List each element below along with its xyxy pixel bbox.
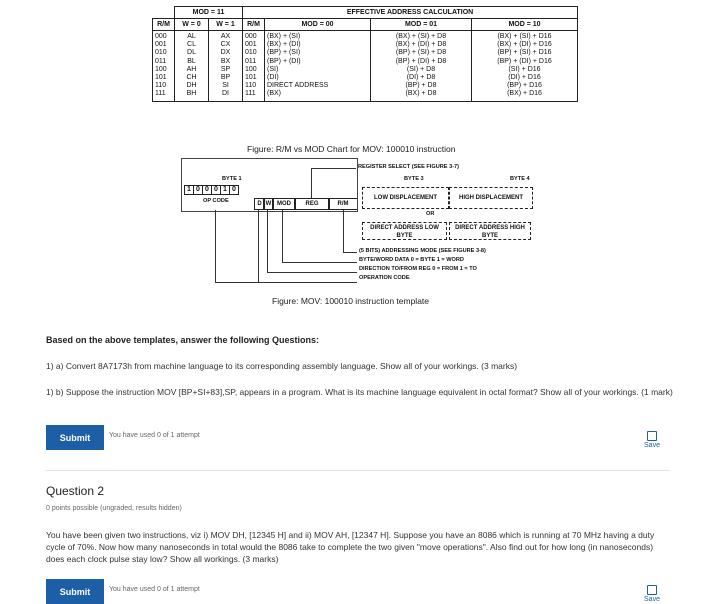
question1a-text: 1) a) Convert 8A7173h from machine language to its corresponding assembly language. Show all of your workings. (3 marks): [46, 361, 518, 371]
rm-code2: 100: [245, 65, 257, 73]
rm-code2: 001: [245, 41, 257, 49]
w1-register: BX: [220, 57, 231, 65]
byte12-outline: [181, 158, 358, 212]
mod00-value: (BX) + (SI): [267, 33, 301, 40]
mod00-value: (SI): [267, 65, 279, 73]
question1b-text: 1) b) Suppose the instruction MOV [BP+SI+83],SP, appears in a program. What is its machine language equivalent in octal format? Show all of your workings. (1 mark): [46, 387, 673, 397]
mod01-value: (BP) + D8: [405, 82, 437, 90]
or-label: OR: [426, 211, 435, 217]
table-header-eac: EFFECTIVE ADDRESS CALCULATION: [243, 7, 578, 19]
table-header-rm2: R/M: [243, 19, 265, 31]
w0-register: BL: [187, 57, 196, 65]
rm-code2: 011: [245, 57, 257, 65]
d-field: D: [254, 198, 265, 210]
mod01-value: (BX) + D8: [405, 90, 437, 98]
byte3-label: BYTE 3: [404, 176, 424, 182]
opcode-bit: 1: [184, 185, 194, 195]
mod00-value: (BP) + (DI): [267, 57, 301, 65]
rm-code2: 101: [245, 74, 257, 82]
question-divider: [46, 470, 670, 471]
figure2-caption: Figure: MOV: 100010 instruction template: [272, 296, 430, 306]
opcode-bit: 1: [220, 185, 230, 195]
rm-code: 101: [155, 74, 167, 82]
byte-word-label: BYTE/WORD DATA 0 = BYTE 1 = WORD: [359, 257, 464, 263]
mod00-value: DIRECT ADDRESS: [267, 82, 329, 90]
mod-field: MOD: [272, 198, 296, 210]
mod10-value: (BX) + (DI) + D16: [497, 41, 552, 49]
rm-connector: [343, 210, 344, 252]
w0-register: BH: [186, 90, 197, 98]
submit-button-q1[interactable]: Submit: [46, 425, 104, 450]
mod00-value: (BX) + (DI): [267, 41, 301, 49]
mod10-value: (SI) + D16: [508, 65, 541, 73]
mod-connector-h: [282, 262, 357, 263]
mod01-column: [371, 31, 472, 102]
operation-code-label: OPERATION CODE: [359, 275, 410, 281]
w1-register: BP: [220, 74, 231, 82]
w-field: W: [263, 198, 274, 210]
rm-code: 100: [155, 65, 167, 73]
rm-code2: 110: [245, 82, 257, 90]
w1-register: DI: [222, 90, 229, 98]
attempts-text-q2: You have used 0 of 1 attempt: [109, 586, 200, 593]
reg-field: REG: [294, 198, 330, 210]
rm-code: 111: [155, 90, 166, 98]
w-connector-h: [267, 272, 357, 273]
rm-code: 011: [155, 57, 167, 65]
rm-code: 110: [155, 82, 167, 90]
questions-intro: Based on the above templates, answer the following Questions:: [46, 335, 320, 345]
w1-column: [209, 31, 243, 102]
question2-points: 0 points possible (ungraded, results hidden): [46, 505, 182, 512]
d-connector-h: [258, 282, 357, 283]
rm-code2: 111: [245, 90, 256, 98]
mod01-value: (SI) + D8: [406, 65, 436, 73]
rm-code2: 010: [245, 49, 257, 57]
mod10-value: (BX) + D16: [507, 90, 542, 98]
mod00-value: (BX): [267, 90, 281, 98]
register-select-vline: [311, 168, 312, 198]
table-header-w0: W = 0: [175, 19, 209, 31]
w0-register: AH: [186, 65, 197, 73]
opcode-bit: 0: [202, 185, 212, 195]
register-select-label: REGISTER SELECT (SEE FIGURE 3-7): [358, 164, 460, 170]
mod10-value: (DI) + D16: [508, 74, 541, 82]
mod01-value: (BX) + (SI) + D8: [395, 33, 447, 40]
rm-code: 000: [155, 33, 167, 40]
byte1-label: BYTE 1: [222, 176, 242, 182]
opcode-connector: [215, 210, 216, 282]
rm-code: 001: [155, 41, 167, 49]
rm-code: 010: [155, 49, 167, 57]
rm-code-column: [153, 31, 175, 102]
d-connector: [258, 210, 259, 282]
rm-connector-h: [343, 252, 357, 253]
w1-register: SI: [222, 82, 229, 90]
direction-label: DIRECTION TO/FROM REG 0 = FROM 1 = TO: [359, 266, 477, 272]
w0-register: DL: [187, 49, 196, 57]
table-header-mod11: MOD = 11: [175, 7, 243, 19]
table-header-mod10: MOD = 10: [472, 19, 578, 31]
w1-register: AX: [220, 33, 231, 40]
w0-register: CL: [187, 41, 196, 49]
w1-register: SP: [220, 65, 231, 73]
save-button-q1[interactable]: [640, 431, 664, 449]
attempts-text-q1: You have used 0 of 1 attempt: [109, 432, 200, 439]
save-icon: [647, 431, 657, 441]
w1-register: CX: [220, 41, 231, 49]
high-displacement-box: HIGH DISPLACEMENT: [449, 187, 533, 209]
save-icon: [647, 585, 657, 595]
rm-code2: 000: [245, 33, 257, 40]
mod00-value: (DI): [267, 74, 279, 82]
table-body-row: [153, 31, 578, 102]
w0-register: DH: [186, 82, 197, 90]
mod10-column: [472, 31, 578, 102]
opcode-label: OP CODE: [203, 198, 229, 204]
mod10-value: (BX) + (SI) + D16: [497, 33, 552, 40]
opcode-bit: 0: [211, 185, 221, 195]
mod10-value: (BP) + (DI) + D16: [497, 57, 552, 65]
mod01-value: (BP) + (DI) + D8: [395, 57, 447, 65]
mod-connector: [282, 210, 283, 262]
byte4-label: BYTE 4: [510, 176, 530, 182]
w0-column: [175, 31, 209, 102]
submit-button-q2[interactable]: Submit: [46, 579, 104, 604]
mod00-column: [265, 31, 371, 102]
w0-register: CH: [186, 74, 197, 82]
mod01-value: (DI) + D8: [406, 74, 436, 82]
w0-register: AL: [187, 33, 196, 40]
mod01-value: (BX) + (DI) + D8: [395, 41, 447, 49]
table-header-blank: [153, 7, 175, 19]
save-label-q1: Save: [644, 442, 660, 449]
rm-mod-table: [152, 6, 578, 102]
opcode-bit: 0: [229, 185, 239, 195]
table-header-mod00: MOD = 00: [265, 19, 371, 31]
mod01-value: (BP) + (SI) + D8: [395, 49, 447, 57]
table-header-w1: W = 1: [209, 19, 243, 31]
save-label-q2: Save: [644, 596, 660, 603]
question2-title: Question 2: [46, 484, 105, 498]
table-header-mod01: MOD = 01: [371, 19, 472, 31]
opcode-bit: 0: [193, 185, 203, 195]
mod10-value: (BP) + D16: [507, 82, 542, 90]
question2-text: You have been given two instructions, viz i) MOV DH, [12345 H] and ii) MOV AH, [12347 H]. Suppose you have an 8086 which is running at 70 MHz having a duty cycle of 70%. Now how many nanoseconds in total would the 8086 take to complete the two given "move operations". Also find out for how long (in nanoseconds) does each clock pulse stay low? Show all workings. (3 marks): [46, 530, 655, 564]
table-header-rm: R/M: [153, 19, 175, 31]
w1-register: DX: [220, 49, 231, 57]
rm-field: R/M: [328, 198, 358, 210]
w-connector: [267, 210, 268, 272]
addressing-mode-label: (5 BITS) ADDRESSING MODE (SEE FIGURE 3-8): [359, 248, 486, 254]
direct-address-low-box: DIRECT ADDRESS LOW BYTE: [362, 222, 447, 240]
rm-code2-column: [243, 31, 265, 102]
register-select-line: [311, 168, 356, 169]
mod00-value: (BP) + (SI): [267, 49, 301, 57]
save-button-q2[interactable]: [640, 585, 664, 603]
mod10-value: (BP) + (SI) + D16: [497, 49, 552, 57]
figure1-caption: Figure: R/M vs MOD Chart for MOV: 100010 instruction: [247, 144, 456, 154]
direct-address-high-box: DIRECT ADDRESS HIGH BYTE: [449, 222, 531, 240]
opcode-connector-h: [215, 282, 258, 283]
low-displacement-box: LOW DISPLACEMENT: [362, 187, 449, 209]
